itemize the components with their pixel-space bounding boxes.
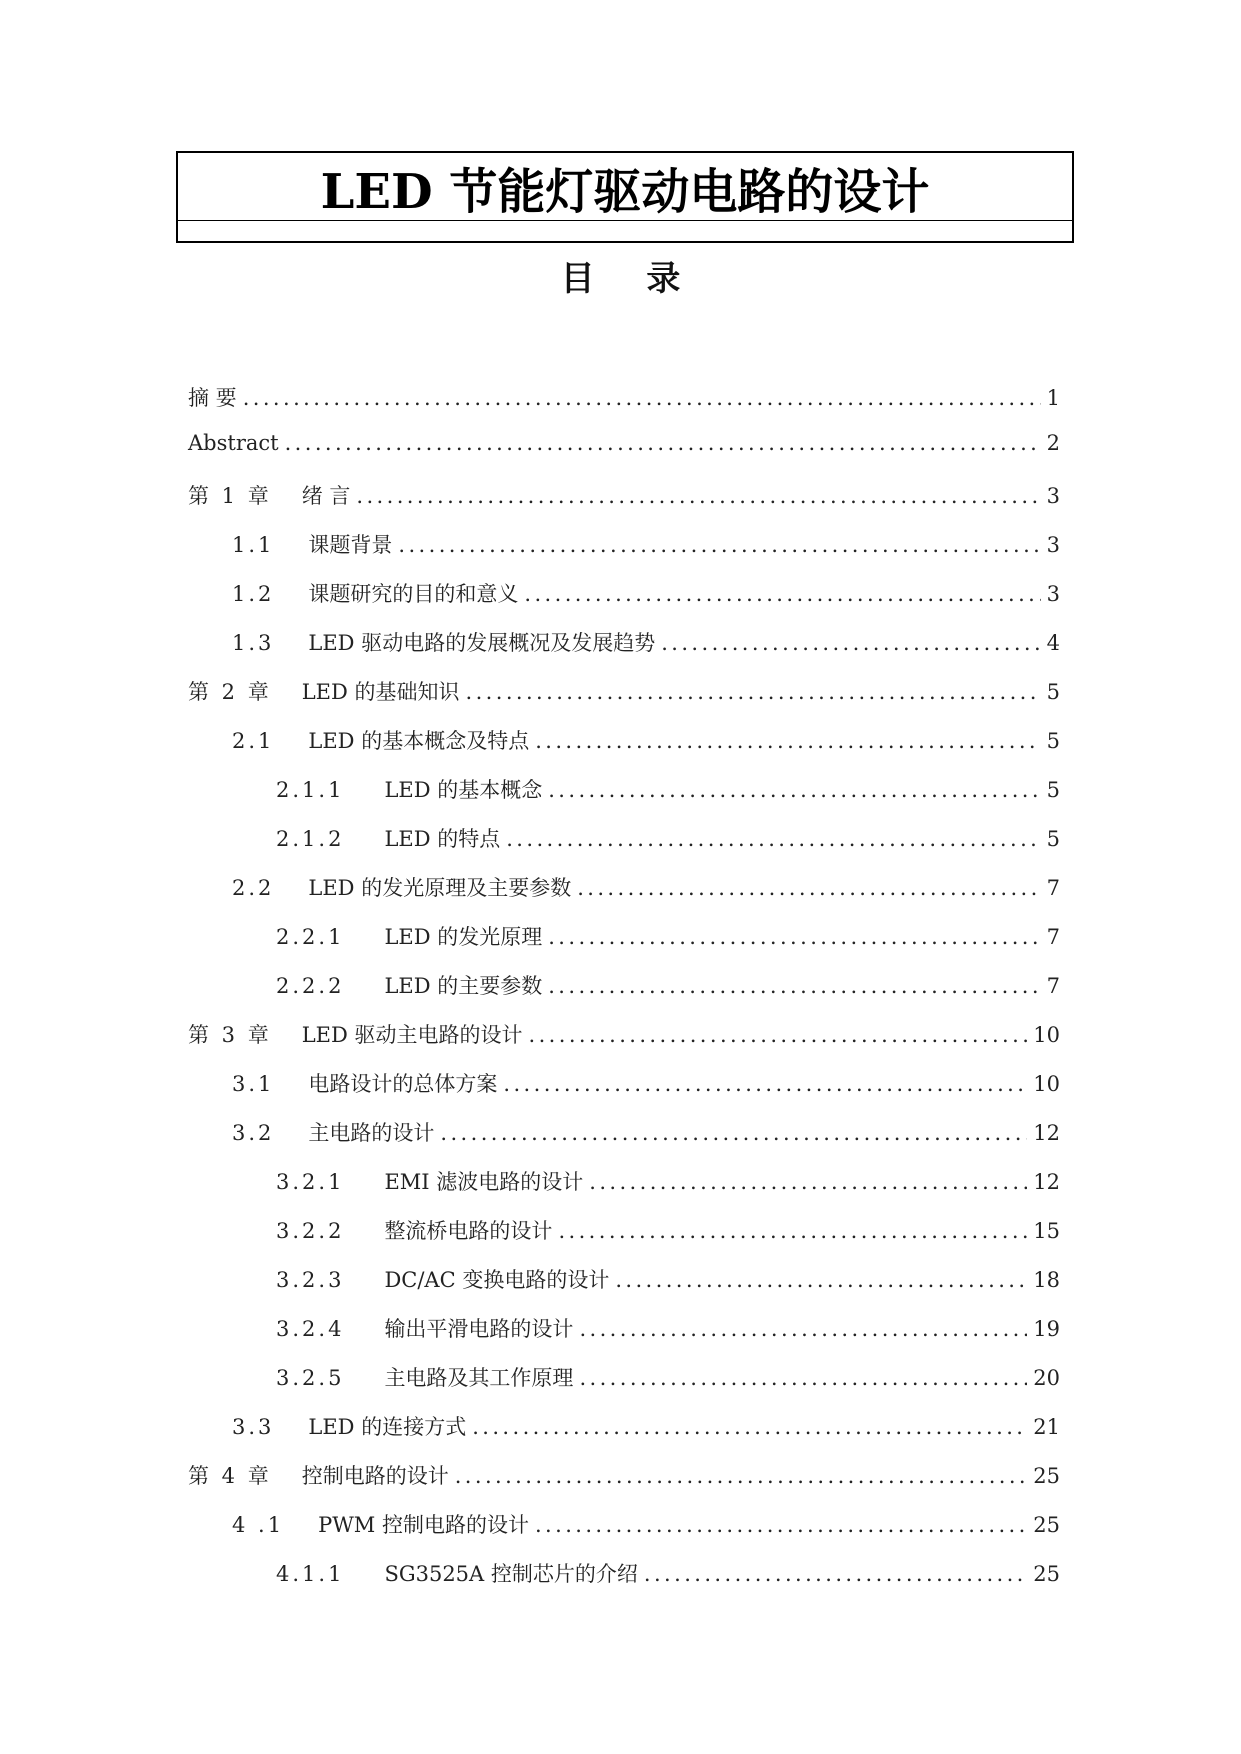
toc-entry-label: LED 驱动主电路的设计 [301, 1023, 523, 1047]
toc-entry-page: 5 [1046, 680, 1060, 704]
toc-entry-label: 课题背景 [308, 533, 393, 557]
title-divider [178, 220, 1072, 221]
toc-entry-number: 2.2.1 [276, 925, 345, 949]
toc-entry-number: 2.2 [232, 876, 275, 900]
toc-entry-page: 21 [1033, 1415, 1060, 1439]
toc-entry[interactable] [188, 1460, 1060, 1509]
toc-entry-label: 主电路的设计 [308, 1121, 435, 1145]
toc-entry-number: 3.2.2 [276, 1219, 345, 1243]
toc-leader-dots [548, 925, 1040, 949]
toc-entry[interactable] [188, 872, 1060, 921]
table-of-contents [188, 382, 1060, 1607]
toc-entry[interactable] [188, 1313, 1060, 1362]
toc-entry-label: 主电路及其工作原理 [384, 1366, 574, 1390]
toc-leader-dots [529, 1023, 1028, 1047]
toc-entry-label: LED 的发光原理及主要参数 [308, 876, 572, 900]
toc-entry-label: 输出平滑电路的设计 [384, 1317, 574, 1341]
toc-entry[interactable] [188, 1215, 1060, 1264]
toc-leader-dots [579, 1317, 1027, 1341]
toc-leader-dots [558, 1219, 1027, 1243]
toc-entry-number: 3.2.1 [276, 1170, 345, 1194]
toc-entry-page: 25 [1033, 1513, 1060, 1537]
toc-leader-dots [356, 484, 1040, 508]
toc-entry-label: 电路设计的总体方案 [308, 1072, 498, 1096]
toc-entry-page: 7 [1046, 925, 1060, 949]
toc-leader-dots [398, 533, 1040, 557]
toc-entry[interactable] [188, 676, 1060, 725]
toc-entry[interactable] [188, 382, 1060, 431]
toc-entry-number: 2.2.2 [276, 974, 345, 998]
toc-leader-dots [440, 1121, 1027, 1145]
toc-entry-label: LED 驱动电路的发展概况及发展趋势 [308, 631, 656, 655]
toc-entry[interactable] [188, 627, 1060, 676]
toc-entry-page: 25 [1033, 1562, 1060, 1586]
toc-entry-label: 整流桥电路的设计 [384, 1219, 553, 1243]
toc-entry-page: 1 [1046, 386, 1060, 410]
toc-entry[interactable] [188, 970, 1060, 1019]
toc-entry-number: 第 3 章 [188, 1023, 272, 1047]
toc-entry[interactable] [188, 529, 1060, 578]
toc-entry-page: 12 [1033, 1170, 1060, 1194]
toc-entry-page: 5 [1046, 827, 1060, 851]
toc-leader-dots [243, 386, 1041, 410]
toc-entry[interactable] [188, 1068, 1060, 1117]
toc-leader-dots [535, 729, 1040, 753]
toc-entry[interactable] [188, 1264, 1060, 1313]
toc-entry-number: 3.2.5 [276, 1366, 345, 1390]
toc-entry-number: 4 .1 [232, 1513, 285, 1537]
toc-entry-number: 2.1.1 [276, 778, 345, 802]
toc-entry-number: 3.1 [232, 1072, 275, 1096]
toc-entry-page: 18 [1033, 1268, 1060, 1292]
document-title: LED 节能灯驱动电路的设计 [320, 164, 930, 220]
toc-entry-label: LED 的基本概念及特点 [308, 729, 530, 753]
toc-entry-page: 12 [1033, 1121, 1060, 1145]
toc-entry-number: 第 1 章 [188, 484, 272, 508]
toc-entry-label: 摘 要 [188, 386, 237, 410]
toc-entry-page: 3 [1046, 533, 1060, 557]
toc-entry-page: 19 [1033, 1317, 1060, 1341]
toc-entry-label: 绪 言 [301, 484, 351, 508]
toc-entry-page: 5 [1046, 778, 1060, 802]
toc-entry-page: 7 [1046, 876, 1060, 900]
toc-heading: 目 录 [560, 259, 701, 299]
toc-leader-dots [472, 1415, 1027, 1439]
toc-entry-page: 3 [1046, 484, 1060, 508]
toc-entry-label: Abstract [188, 431, 279, 455]
toc-entry-label: LED 的基本概念 [384, 778, 543, 802]
toc-entry-page: 3 [1046, 582, 1060, 606]
toc-entry[interactable] [188, 921, 1060, 970]
toc-entry-label: SG3525A 控制芯片的介绍 [384, 1562, 638, 1586]
toc-entry-number: 第 4 章 [188, 1464, 272, 1488]
toc-entry-number: 1.1 [232, 533, 275, 557]
toc-entry-page: 15 [1033, 1219, 1060, 1243]
toc-leader-dots [644, 1562, 1027, 1586]
toc-leader-dots [577, 876, 1040, 900]
toc-entry-number: 2.1.2 [276, 827, 345, 851]
toc-leader-dots [506, 827, 1040, 851]
toc-leader-dots [466, 680, 1041, 704]
toc-entry-number: 2.1 [232, 729, 275, 753]
toc-leader-dots [589, 1170, 1027, 1194]
toc-entry-label: LED 的主要参数 [384, 974, 543, 998]
toc-entry-number: 3.3 [232, 1415, 275, 1439]
toc-entry[interactable] [188, 1509, 1060, 1558]
toc-entry-number: 3.2.3 [276, 1268, 345, 1292]
toc-entry[interactable] [188, 823, 1060, 872]
toc-entry-number: 第 2 章 [188, 680, 272, 704]
toc-entry-label: 控制电路的设计 [301, 1464, 449, 1488]
toc-leader-dots [535, 1513, 1027, 1537]
toc-entry[interactable] [188, 431, 1060, 480]
toc-entry[interactable] [188, 1117, 1060, 1166]
toc-entry-label: 课题研究的目的和意义 [308, 582, 519, 606]
toc-leader-dots [548, 778, 1040, 802]
toc-entry[interactable] [188, 725, 1060, 774]
toc-entry-label: LED 的发光原理 [384, 925, 543, 949]
toc-entry-page: 25 [1033, 1464, 1060, 1488]
toc-entry-page: 2 [1046, 431, 1060, 455]
toc-entry-page: 4 [1046, 631, 1060, 655]
toc-entry-page: 5 [1046, 729, 1060, 753]
toc-entry-number: 3.2 [232, 1121, 275, 1145]
toc-leader-dots [285, 431, 1041, 455]
toc-leader-dots [503, 1072, 1027, 1096]
toc-leader-dots [579, 1366, 1027, 1390]
toc-leader-dots [615, 1268, 1027, 1292]
toc-entry-page: 10 [1033, 1023, 1060, 1047]
toc-entry[interactable] [188, 1019, 1060, 1068]
title-box [176, 151, 1074, 243]
toc-leader-dots [661, 631, 1040, 655]
toc-entry-label: DC/AC 变换电路的设计 [384, 1268, 610, 1292]
toc-entry[interactable] [188, 1558, 1060, 1607]
toc-leader-dots [524, 582, 1040, 606]
toc-entry[interactable] [188, 1411, 1060, 1460]
toc-entry[interactable] [188, 1166, 1060, 1215]
toc-entry-label: LED 的基础知识 [301, 680, 460, 704]
toc-entry-page: 20 [1033, 1366, 1060, 1390]
toc-entry-page: 7 [1046, 974, 1060, 998]
toc-entry[interactable] [188, 480, 1060, 529]
toc-entry-label: LED 的特点 [384, 827, 501, 851]
toc-entry-label: LED 的连接方式 [308, 1415, 467, 1439]
toc-entry-number: 3.2.4 [276, 1317, 345, 1341]
toc-entry-label: EMI 滤波电路的设计 [384, 1170, 584, 1194]
toc-entry[interactable] [188, 578, 1060, 627]
toc-entry[interactable] [188, 1362, 1060, 1411]
toc-entry-number: 1.3 [232, 631, 275, 655]
toc-leader-dots [548, 974, 1040, 998]
toc-entry[interactable] [188, 774, 1060, 823]
toc-entry-number: 1.2 [232, 582, 275, 606]
toc-entry-page: 10 [1033, 1072, 1060, 1096]
toc-leader-dots [455, 1464, 1028, 1488]
toc-entry-number: 4.1.1 [276, 1562, 345, 1586]
toc-entry-label: PWM 控制电路的设计 [318, 1513, 529, 1537]
